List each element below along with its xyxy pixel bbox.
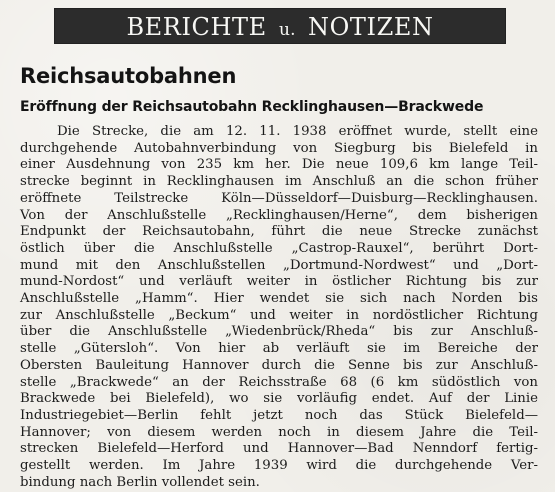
body-line-6: Von der Anschlußstelle „Recklinghausen/Herne“, dem bisherigen bbox=[20, 207, 538, 223]
body-line-13: über die Anschlußstelle „Wiedenbrück/Rheda“ bis zur Anschluß- bbox=[20, 324, 538, 340]
banner-part-3: NOTIZEN bbox=[308, 13, 434, 41]
body-line-17: Brackwede bei Bielefeld), wo sie vorläufig endet. Auf der Linie bbox=[20, 391, 538, 407]
body-line-3: einer Ausdehnung von 235 km her. Die neue 109,6 km lange Teil- bbox=[20, 157, 538, 173]
body-line-20: strecken Bielefeld—Herford und Hannover—Bad Nenndorf fertig- bbox=[20, 441, 538, 457]
body-line-19: Hannover; von diesem werden noch in diesem Jahre die Teil- bbox=[20, 424, 538, 440]
body-line-14: stelle „Gütersloh“. Von hier ab verläuft sie im Bereiche der bbox=[20, 341, 538, 357]
body-line-9: mund mit den Anschlußstellen „Dortmund-Nordwest“ und „Dort- bbox=[20, 257, 538, 273]
body-line-4: strecke beginnt in Recklinghausen im Anschluß an die schon früher bbox=[20, 174, 538, 190]
body-line-12: zur Anschlußstelle „Beckum“ und weiter in nordöstlicher Richtung bbox=[20, 307, 538, 323]
body-line-21: gestellt werden. Im Jahre 1939 wird die durchgehende Ver- bbox=[20, 458, 538, 474]
body-line-22: bindung nach Berlin vollendet sein. bbox=[20, 474, 260, 490]
banner-part-1: BERICHTE bbox=[126, 13, 267, 41]
body-line-8: östlich über die Anschlußstelle „Castrop-Rauxel“, berührt Dort- bbox=[20, 240, 538, 256]
body-line-7: Endpunkt der Reichsautobahn, führt die neue Strecke zunächst bbox=[20, 224, 538, 240]
banner-part-2: u. bbox=[279, 20, 296, 40]
body-line-10: mund-Nordost“ und verläuft weiter in östlicher Richtung bis zur bbox=[20, 274, 538, 290]
body-line-2: durchgehende Autobahnverbindung von Siegburg bis Bielefeld in bbox=[20, 140, 538, 156]
section-banner bbox=[54, 8, 506, 44]
body-line-1: Die Strecke, die am 12. 11. 1938 eröffnet wurde, stellt eine bbox=[57, 124, 538, 139]
body-line-18: Industriegebiet—Berlin fehlt jetzt noch das Stück Bielefeld— bbox=[20, 407, 538, 423]
article-subtitle: Eröffnung der Reichsautobahn Recklinghausen—Brackwede bbox=[20, 99, 484, 115]
body-line-11: Anschlußstelle „Hamm“. Hier wendet sie sich nach Norden bis bbox=[20, 291, 538, 307]
article-body bbox=[20, 124, 538, 491]
body-line-5: eröffnete Teilstrecke Köln—Düsseldorf—Duisburg—Recklinghausen. bbox=[20, 190, 538, 206]
section-title: Reichsautobahnen bbox=[20, 64, 237, 88]
body-line-15: Obersten Bauleitung Hannover durch die Senne bis zur Anschluß- bbox=[20, 357, 538, 373]
body-line-16: stelle „Brackwede“ an der Reichsstraße 68 (6 km südöstlich von bbox=[20, 374, 538, 390]
